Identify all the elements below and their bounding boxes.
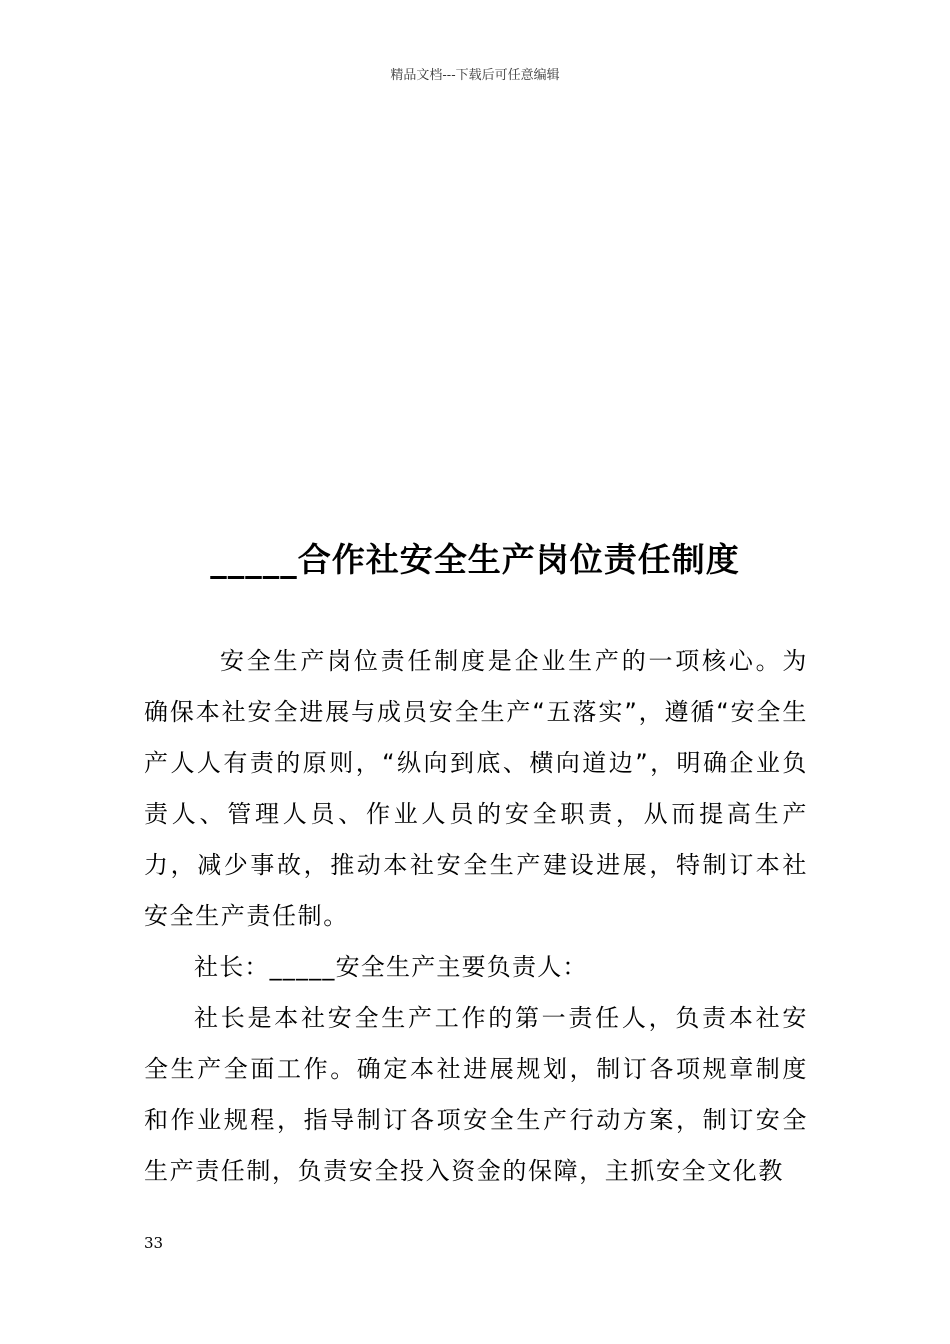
role-heading: 社长：_____安全生产主要负责人：	[194, 953, 588, 981]
document-body	[144, 636, 808, 1197]
duty-paragraph: 社长是本社安全生产工作的第一责任人，负责本社安全生产全面工作。确定本社进展规划，制订各项规章制度和作业规程，指导制订各项安全生产行动方案，制订安全生产责任制，负责安全投入资金的保障，主抓安全文化教	[144, 1004, 808, 1185]
header-note: 精品文档---下载后可任意编辑	[390, 68, 560, 83]
intro-paragraph: 安全生产岗位责任制度是企业生产的一项核心。为确保本社安全进展与成员安全生产“五落实”，遵循“安全生产人人有责的原则，“纵向到底、横向道边”，明确企业负责人、管理人员、作业人员的安全职责，从而提高生产力，减少事故，推动本社安全生产建设进展，特制订本社安全生产责任制。	[144, 647, 808, 930]
document-title: _____合作社安全生产岗位责任制度	[210, 540, 740, 579]
page-number: 33	[144, 1234, 164, 1252]
